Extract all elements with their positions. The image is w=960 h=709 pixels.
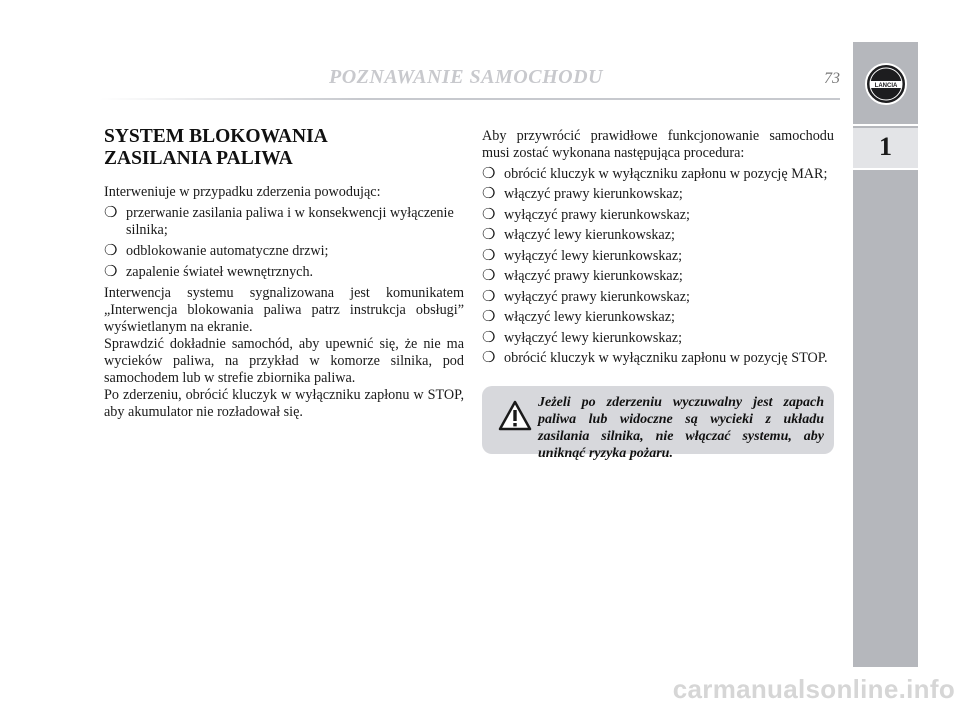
list-item: ❍ włączyć prawy kierunkowskaz; [482, 268, 683, 284]
list-item: ❍ odblokowanie automatyczne drzwi; [104, 243, 329, 259]
bullet-icon: ❍ [482, 329, 496, 346]
list-item: ❍ wyłączyć prawy kierunkowskaz; [482, 206, 690, 223]
section-title-line-2: ZASILANIA PALIWA [104, 148, 293, 169]
list-item: ❍ włączyć lewy kierunkowskaz; [482, 227, 675, 243]
bullet-icon: ❍ [482, 227, 496, 243]
list-item: ❍ zapalenie świateł wewnętrznych. [104, 264, 314, 280]
procedure-intro: Aby przywrócić prawidłowe funkcjonowanie samochodu musi zostać wykonana następująca procedura: [482, 128, 834, 161]
bullet-icon: ❍ [104, 264, 118, 280]
intro-text: Interweniuje w przypadku zderzenia powodując: [104, 184, 381, 200]
bullet-icon: ❍ [482, 186, 496, 202]
page-number: 73 [824, 70, 840, 87]
bullet-icon: ❍ [482, 350, 496, 366]
left-column [104, 126, 464, 421]
right-column [482, 128, 834, 371]
warning-text: Jeżeli po zderzeniu wyczuwalny jest zapach paliwa lub widoczne są wycieki z układu zasilania silnika, nie włączać systemu, aby uniknąć ryzyka pożaru. [538, 395, 824, 461]
list-item: ❍ obrócić kluczyk w wyłączniku zapłonu w pozycję STOP. [482, 350, 828, 366]
list-item: ❍ wyłączyć prawy kierunkowskaz; [482, 288, 690, 305]
list-item: ❍ włączyć prawy kierunkowskaz; [482, 186, 683, 202]
bullet-icon: ❍ [482, 268, 496, 284]
chapter-number: 1 [879, 132, 892, 161]
page-header-title: POZNAWANIE SAMOCHODU [329, 66, 603, 88]
paragraph-check: Sprawdzić dokładnie samochód, aby upewnić się, że nie ma wycieków paliwa, na przykład w komorze silnika, pod samochodem lub w strefie zbiornika paliwa. [104, 336, 464, 386]
bullet-icon: ❍ [104, 205, 118, 221]
watermark: carmanualsonline.info [672, 674, 955, 704]
list-item: ❍ wyłączyć lewy kierunkowskaz; [482, 247, 683, 264]
list-item: ❍ wyłączyć lewy kierunkowskaz; [482, 329, 683, 346]
bullet-icon: ❍ [482, 247, 496, 264]
warning-triangle-icon [498, 400, 532, 432]
header-divider [100, 98, 840, 100]
lancia-logo-icon [864, 62, 908, 106]
paragraph-message: Interwencja systemu sygnalizowana jest komunikatem „Interwencja blokowania paliwa patrz instrukcja obsługi” wyświetlanym na ekranie. [104, 285, 464, 335]
bullet-icon: ❍ [104, 243, 118, 259]
effects-list [104, 205, 464, 281]
bullet-icon: ❍ [482, 206, 496, 223]
warning-box [482, 386, 834, 461]
list-item: ❍ włączyć lewy kierunkowskaz; [482, 309, 675, 325]
list-item: ❍ przerwanie zasilania paliwa i w konsekwencji wyłączenie silnika; [104, 205, 454, 238]
section-title-line-1: SYSTEM BLOKOWANIA [104, 126, 328, 147]
section-title [104, 126, 464, 170]
bullet-icon: ❍ [482, 309, 496, 325]
paragraph-battery: Po zderzeniu, obrócić kluczyk w wyłączniku zapłonu w STOP, aby akumulator nie rozładował się. [104, 387, 464, 420]
procedure-list [482, 166, 834, 368]
list-item: ❍ obrócić kluczyk w wyłączniku zapłonu w pozycję MAR; [482, 165, 828, 182]
bullet-icon: ❍ [482, 165, 496, 182]
bullet-icon: ❍ [482, 288, 496, 305]
svg-text:LANCIA: LANCIA [874, 83, 898, 89]
